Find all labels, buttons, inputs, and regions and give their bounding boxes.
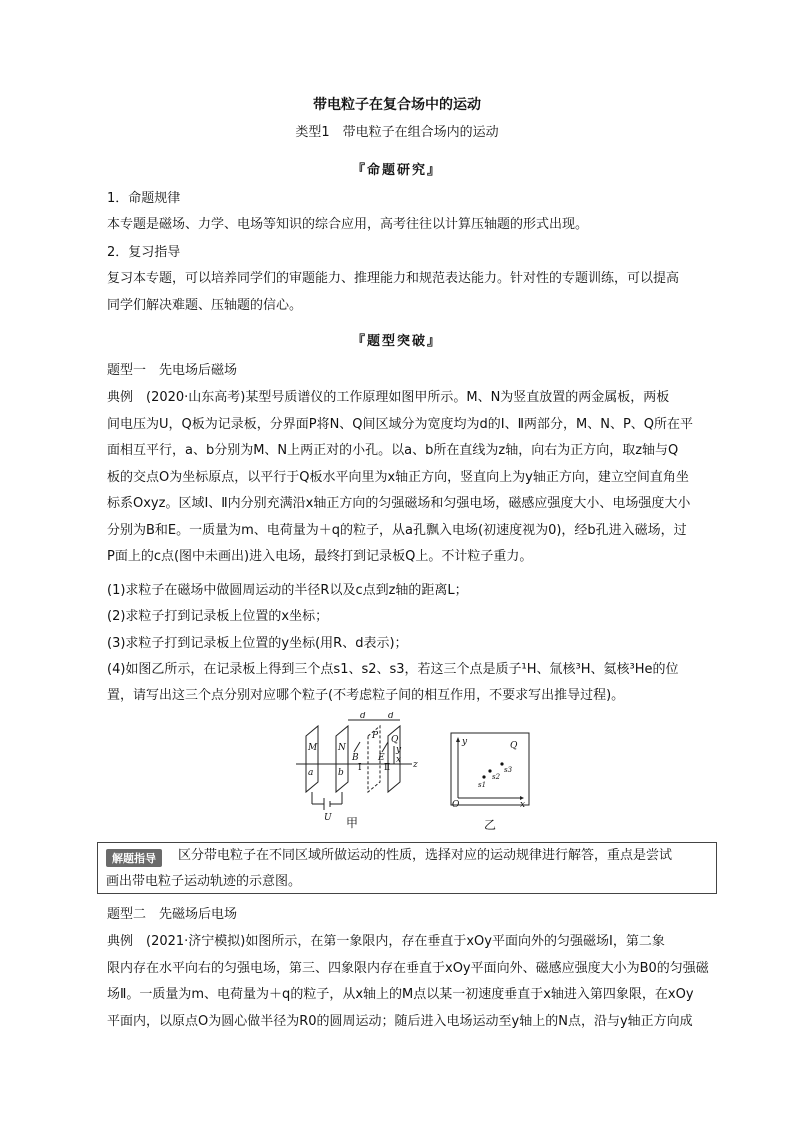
label-P: P xyxy=(372,731,379,741)
item2-body-line2: 同学们解决难题、压轴题的信心。 xyxy=(107,298,303,313)
label-y: y xyxy=(396,745,402,755)
label-d1: d xyxy=(360,712,366,721)
label-a: a xyxy=(308,768,314,778)
example2-line-1: 典例 (2021·济宁模拟)如图所示，在第一象限内，存在垂直于xOy平面向外的匀强磁场Ⅰ，第二象 xyxy=(107,934,665,949)
label-region-I: Ⅰ xyxy=(358,763,362,773)
question-line-3: (3)求粒子打到记录板上位置的y坐标(用R、d表示)； xyxy=(107,635,408,651)
label-yi-y: y xyxy=(462,737,468,747)
example2-line-4: 平面内，以原点O为圆心做半径为R0的圆周运动；随后进入电场运动至y轴上的N点，沿与y轴正方向成 xyxy=(107,1013,693,1029)
point-s1 xyxy=(482,775,485,778)
example1-line-4: 板的交点O为坐标原点，以平行于Q板水平向里为x轴正方向，竖直向上为y轴正方向，建立空间直角坐 xyxy=(107,469,689,485)
label-z: z xyxy=(413,760,418,770)
label-B: B xyxy=(352,753,359,763)
doc-subtitle: 类型1 带电粒子在组合场内的运动 xyxy=(295,125,499,140)
label-x: x xyxy=(396,755,402,765)
doc-title: 带电粒子在复合场中的运动 xyxy=(313,97,481,113)
label-s3: s3 xyxy=(504,766,513,774)
figure-yi-caption: 乙 xyxy=(484,818,497,832)
type2-heading: 题型二 先磁场后电场 xyxy=(107,907,238,922)
plate-M xyxy=(306,726,318,792)
question-line-2: (2)求粒子打到记录板上位置的x坐标； xyxy=(107,609,329,625)
example2-line-3: 场Ⅱ。一质量为m、电荷量为＋q的粒子，从x轴上的M点以某一初速度垂直于x轴进入第四象限，在xOy xyxy=(107,987,694,1002)
label-Q: Q xyxy=(391,735,399,745)
label-yi-Q: Q xyxy=(510,741,518,751)
item2-heading: 2．复习指导 xyxy=(107,245,181,260)
item1-heading: 1．命题规律 xyxy=(107,191,181,206)
label-yi-O: O xyxy=(452,800,460,810)
example1-line-1: 典例 (2020·山东高考)某型号质谱仪的工作原理如图甲所示。M、N为竖直放置的两金属板，两板 xyxy=(107,390,670,405)
label-s1: s1 xyxy=(478,781,487,789)
label-E: E xyxy=(378,753,385,763)
question-line-5: 置，请写出这三个点分别对应哪个粒子(不考虑粒子间的相互作用，不要求写出推导过程)。 xyxy=(107,688,625,704)
figure-yi xyxy=(448,730,533,810)
plate-N xyxy=(336,726,348,792)
item2-body-line1: 复习本专题，可以培养同学们的审题能力、推理能力和规范表达能力。针对性的专题训练，可以提高 xyxy=(107,271,680,286)
example1-line-3: 面相互平行，a、b分别为M、N上两正对的小孔。以a、b所在直线为z轴，向右为正方向，取z轴与Q xyxy=(107,443,679,458)
label-s2: s2 xyxy=(492,773,501,781)
example1-line-7: P面上的c点(图中未画出)进入电场，最终打到记录板Q上。不计粒子重力。 xyxy=(107,549,533,564)
section-heading-research: 『命题研究』 xyxy=(351,163,442,178)
question-line-4: (4)如图乙所示，在记录板上得到三个点s1、s2、s3，若这三个点是质子¹H、氚核³H、氦核³He的位 xyxy=(107,661,679,677)
label-U: U xyxy=(324,813,332,822)
hint-line2: 画出带电粒子运动轨迹的示意图。 xyxy=(106,874,302,889)
item1-body: 本专题是磁场、力学、电场等知识的综合应用，高考往往以计算压轴题的形式出现。 xyxy=(107,217,589,232)
hint-line1: 区分带电粒子在不同区域所做运动的性质，选择对应的运动规律进行解答，重点是尝试 xyxy=(178,848,673,863)
example1-line-5: 标系Oxyz。区域Ⅰ、Ⅱ内分别充满沿x轴正方向的匀强磁场和匀强电场，磁感应强度大小、电场强度大小 xyxy=(107,496,691,511)
hint-box xyxy=(97,842,717,894)
label-M: M xyxy=(308,743,318,753)
label-region-II: Ⅱ xyxy=(384,763,391,773)
hint-label: 解题指导 xyxy=(106,849,162,867)
example2-line-2: 限内存在水平向右的匀强电场，第三、四象限内存在垂直于xOy平面向外、磁感应强度大小为B0的匀强磁 xyxy=(107,960,709,976)
label-yi-x: x xyxy=(520,800,526,810)
label-b: b xyxy=(338,768,344,778)
figure-jia-caption: 甲 xyxy=(346,816,359,830)
question-line-1: (1)求粒子在磁场中做圆周运动的半径R以及c点到z轴的距离L； xyxy=(107,583,468,598)
example1-line-2: 间电压为U，Q板为记录板，分界面P将N、Q间区域分为宽度均为d的Ⅰ、Ⅱ两部分，M、N、P、Q所在平 xyxy=(107,416,694,432)
label-N: N xyxy=(338,743,346,753)
type1-heading: 题型一 先电场后磁场 xyxy=(107,363,238,378)
figure-jia xyxy=(292,712,422,822)
label-d2: d xyxy=(388,712,394,721)
section-heading-breakthrough: 『题型突破』 xyxy=(351,334,442,349)
example1-line-6: 分别为B和E。一质量为m、电荷量为＋q的粒子，从a孔飘入电场(初速度视为0)，经b孔进入磁场，过 xyxy=(107,522,687,538)
